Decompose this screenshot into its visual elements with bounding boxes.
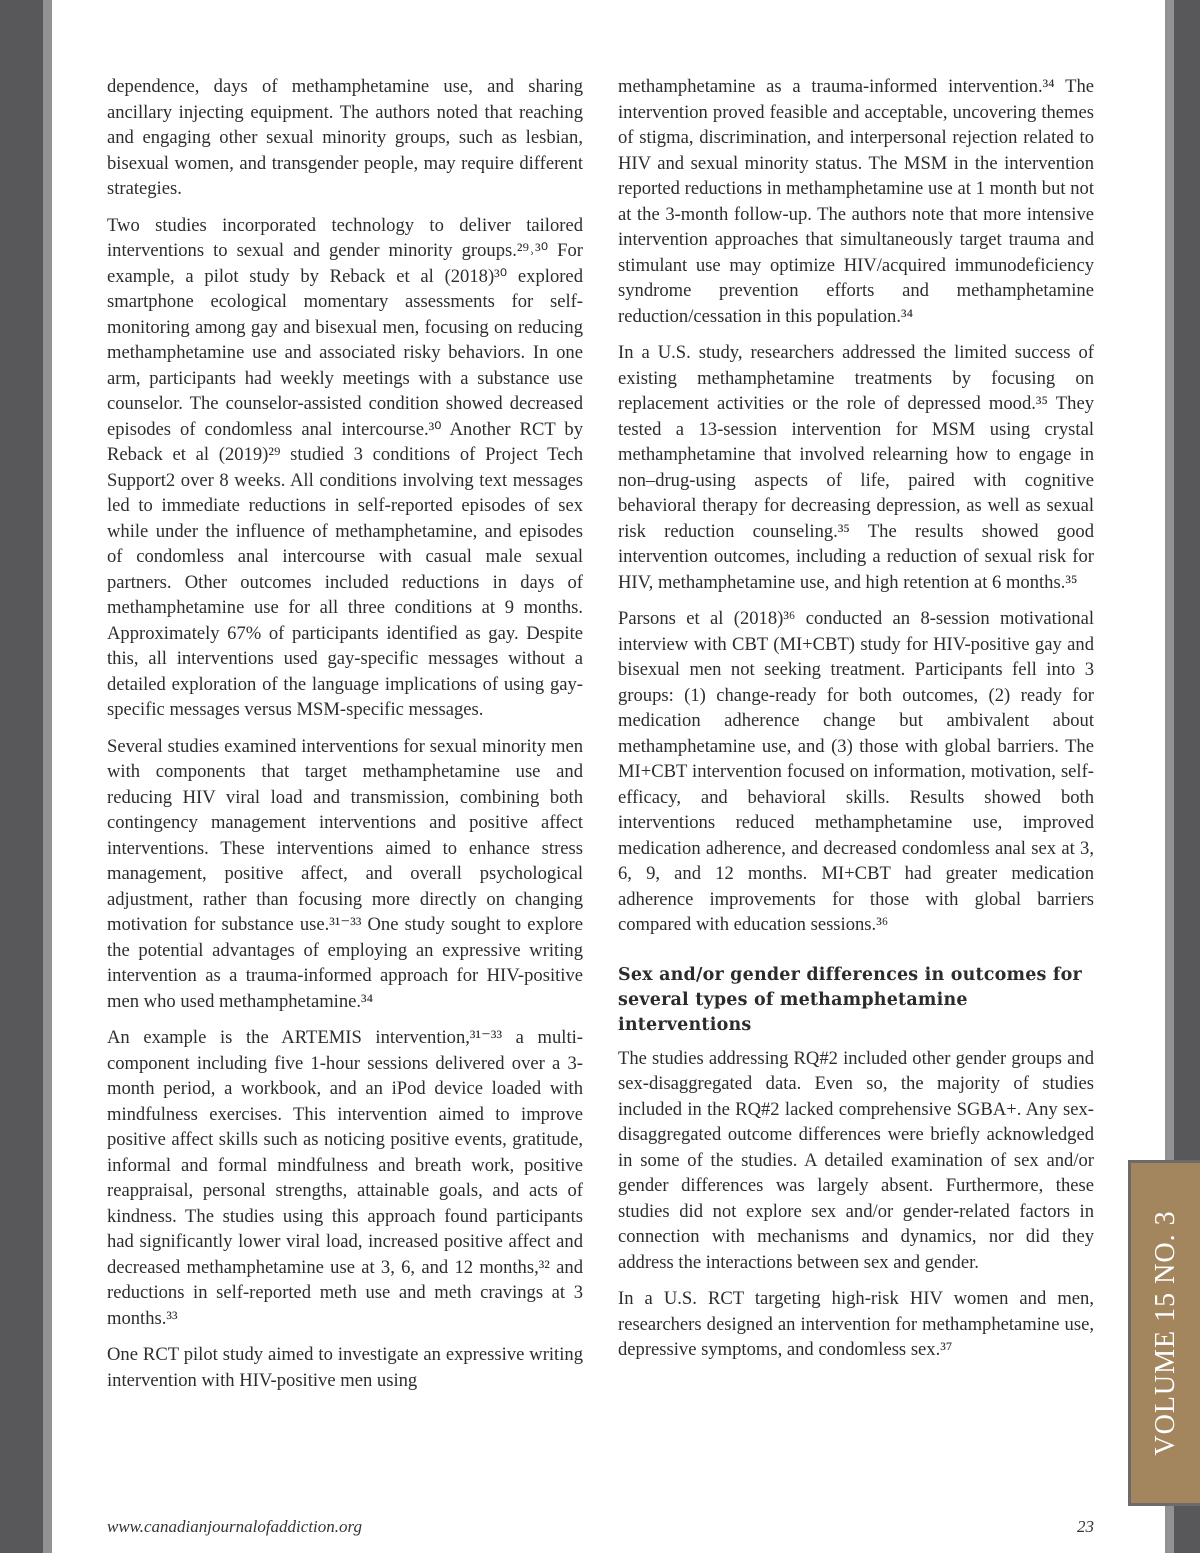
paragraph: Several studies examined interventions for sexual minority men with components that target methamphetamine use and reducing HIV viral load and transmission, combining both contingency management interventions and positive affect interventions. These interventions aimed to enhance stress management, positive affect, and overall psychological adjustment, rather than focusing more directly on changing motivation for substance use.³¹⁻³³ One study sought to explore the potential advantages of employing an expressive writing intervention as a trauma-informed approach for HIV-positive men who used methamphetamine.³⁴ bbox=[107, 735, 583, 1012]
paragraph: In a U.S. study, researchers addressed the limited success of existing methamphetamine treatments by focusing on replacement activities or the role of depressed mood.³⁵ They tested a 13-session intervention for MSM using crystal methamphetamine that involved relearning how to engage in non–drug-using aspects of life, paired with cognitive behavioral therapy for decreasing depression, as well as sexual risk reduction counseling.³⁵ The results showed good intervention outcomes, including a reduction of sexual risk for HIV, methamphetamine use, and high retention at 6 months.³⁵ bbox=[618, 342, 1094, 593]
paragraph: methamphetamine as a trauma-informed intervention.³⁴ The intervention proved feasible and acceptable, uncovering themes of stigma, discrimination, and interpersonal rejection related to HIV and sexual minority status. The MSM in the intervention reported reductions in methamphetamine use at 1 month but not at the 3-month follow-up. The authors note that more intensive intervention approaches that simultaneously target trauma and stimulant use may optimize HIV/acquired immunodeficiency syndrome prevention efforts and methamphetamine reduction/cessation in this population.³⁴ bbox=[618, 76, 1094, 327]
paragraph: The studies addressing RQ#2 included other gender groups and sex-disaggregated data. Even so, the majority of studies included in the RQ#2 lacked comprehensive SGBA+. Any sex-disaggregated outcome differences were briefly acknowledged in some of the studies. A detailed examination of sex and/or gender differences was largely absent. Furthermore, these studies did not explore sex and/or gender-related factors in connection with mechanisms and dynamics, nor did they address the interactions between sex and gender. bbox=[618, 1047, 1094, 1273]
left-column bbox=[107, 74, 583, 1404]
volume-label: VOLUME 15 NO. 3 bbox=[1149, 1210, 1181, 1456]
paragraph: An example is the ARTEMIS intervention,³¹⁻³³ a multi-component including five 1-hour sessions delivered over a 3-month period, a workbook, and an iPod device loaded with mindfulness exercises. This intervention aimed to improve positive affect skills such as noticing positive events, gratitude, informal and formal mindfulness and breath work, positive reappraisal, personal strengths, attainable goals, and acts of kindness. The studies using this approach found participants had significantly lower viral load, increased positive affect and decreased methamphetamine use at 3, 6, and 12 months,³² and reductions in self-reported meth use and meth cravings at 3 months.³³ bbox=[107, 1027, 583, 1329]
right-column bbox=[618, 74, 1094, 1374]
section-heading: Sex and/or gender differences in outcomes for several types of methamphetamine interventions bbox=[618, 964, 1082, 1035]
journal-url[interactable]: www.canadianjournalofaddiction.org bbox=[107, 1517, 363, 1536]
page-number: 23 bbox=[1077, 1517, 1094, 1536]
left-margin-stripe bbox=[43, 0, 52, 1553]
left-margin-bar bbox=[0, 0, 52, 1553]
paragraph: Parsons et al (2018)³⁶ conducted an 8-session motivational interview with CBT (MI+CBT) study for HIV-positive gay and bisexual men not seeking treatment. Participants fell into 3 groups: (1) change-ready for both outcomes, (2) ready for medication adherence change but ambivalent about methamphetamine use, and (3) those with global barriers. The MI+CBT intervention focused on information, motivation, self-efficacy, and behavioral skills. Results showed both interventions reduced methamphetamine use, improved medication adherence, and decreased condomless anal sex at 3, 6, 9, and 12 months. MI+CBT had greater medication adherence improvements for those with global barriers compared with education sessions.³⁶ bbox=[618, 608, 1094, 935]
paragraph: One RCT pilot study aimed to investigate an expressive writing intervention with HIV-positive men using bbox=[107, 1344, 583, 1391]
volume-tab bbox=[1128, 1160, 1200, 1506]
paragraph: In a U.S. RCT targeting high-risk HIV women and men, researchers designed an intervention for methamphetamine use, depressive symptoms, and condomless sex.³⁷ bbox=[618, 1288, 1094, 1360]
paragraph: Two studies incorporated technology to deliver tailored interventions to sexual and gender minority groups.²⁹˒³⁰ For example, a pilot study by Reback et al (2018)³⁰ explored smartphone ecological momentary assessments for self-monitoring among gay and bisexual men, focusing on reducing methamphetamine use and associated risky behaviors. In one arm, participants had weekly meetings with a substance use counselor. The counselor-assisted condition showed decreased episodes of condomless anal intercourse.³⁰ Another RCT by Reback et al (2019)²⁹ studied 3 conditions of Project Tech Support2 over 8 weeks. All conditions involving text messages led to immediate reductions in self-reported episodes of sex while under the influence of methamphetamine, and episodes of condomless anal intercourse with casual male sexual partners. Other outcomes included reductions in days of methamphetamine use for all three conditions at 9 months. Approximately 67% of participants identified as gay. Despite this, all interventions used gay-specific messages without a detailed exploration of the language implications of using gay-specific messages versus MSM-specific messages. bbox=[107, 214, 583, 720]
paragraph: dependence, days of methamphetamine use, and sharing ancillary injecting equipment. The authors noted that reaching and engaging other sexual minority groups, such as lesbian, bisexual women, and transgender people, may require different strategies. bbox=[107, 76, 583, 199]
